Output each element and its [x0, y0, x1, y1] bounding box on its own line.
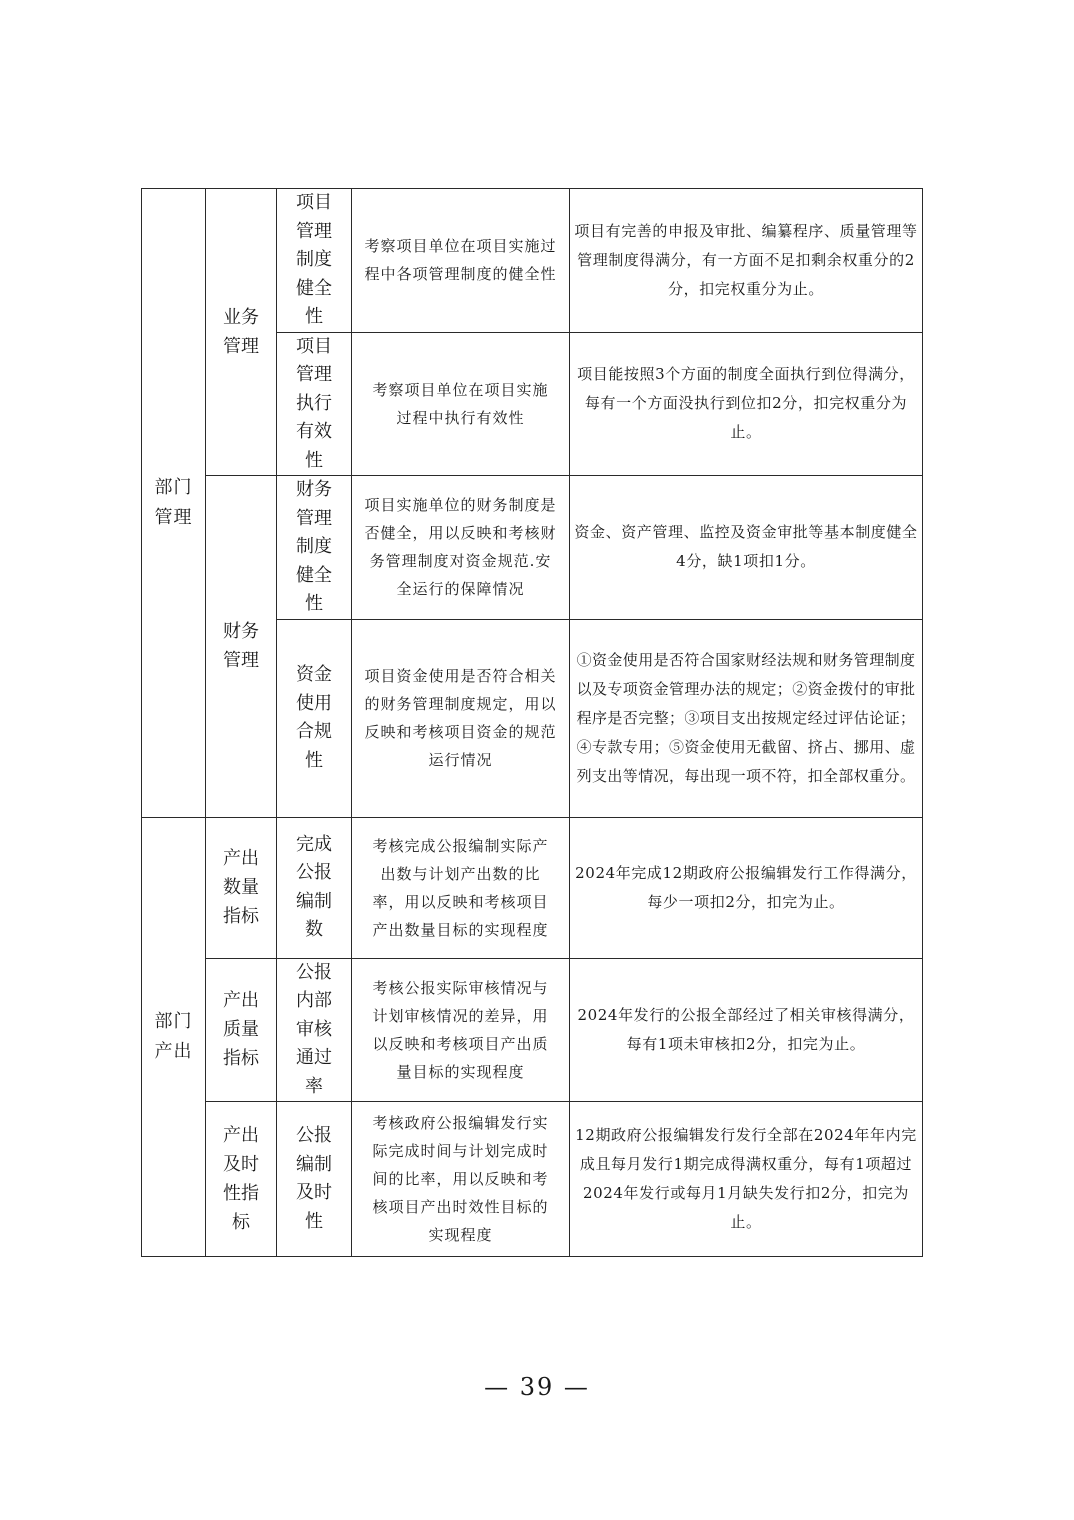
- description-cell: [352, 817, 570, 958]
- scoring-rule-cell: [570, 958, 923, 1102]
- scoring-rule-cell: [570, 1102, 923, 1257]
- description-cell: [352, 619, 570, 817]
- description-text: 考核政府公报编辑发行实际完成时间与计划完成时间的比率，用以反映和考核项目产出时效性目标的实现程度: [372, 1114, 549, 1244]
- subcategory-cell: [206, 958, 277, 1102]
- description-text: 考核完成公报编制实际产出数与计划产出数的比率，用以反映和考核项目产出数量目标的实现程度: [372, 836, 549, 939]
- page-number: — 39 —: [484, 1373, 590, 1401]
- subcategory-label: 业务管理: [222, 307, 259, 357]
- description-text: 项目实施单位的财务制度是否健全，用以反映和考核财务管理制度对资金规范.安全运行的保障情况: [364, 496, 557, 599]
- description-text: 考察项目单位在项目实施过程中执行有效性: [372, 380, 549, 427]
- evaluation-indicator-table: [141, 188, 923, 1257]
- table-row: [142, 476, 923, 620]
- indicator-cell: [277, 619, 352, 817]
- indicator-cell: [277, 476, 352, 620]
- table-row: [142, 958, 923, 1102]
- scoring-rule-cell: [570, 189, 923, 333]
- indicator-cell: [277, 332, 352, 476]
- description-text: 考察项目单位在项目实施过程中各项管理制度的健全性: [364, 237, 557, 284]
- table-row: [142, 189, 923, 333]
- category-label: 部门管理: [154, 476, 193, 528]
- table-row: [142, 817, 923, 958]
- indicator-cell: [277, 189, 352, 333]
- scoring-rule-text: 12期政府公报编辑发行发行全部在2024年年内完成且每月发行1期完成得满权重分，每有1项超过2024年发行或每月1月缺失发行扣2分，扣完为止。: [575, 1126, 917, 1231]
- description-text: 项目资金使用是否符合相关的财务管理制度规定，用以反映和考核项目资金的规范运行情况: [364, 667, 557, 769]
- indicator-cell: [277, 817, 352, 958]
- scoring-rule-text: 项目有完善的申报及审批、编纂程序、质量管理等管理制度得满分，有一方面不足扣剩余权重分的2分，扣完权重分为止。: [574, 221, 918, 298]
- scoring-rule-cell: [570, 817, 923, 958]
- category-cell: [142, 817, 206, 1257]
- subcategory-cell: [206, 189, 277, 476]
- scoring-rule-text: 2024年完成12期政府公报编辑发行工作得满分，每少一项扣2分，扣完为止。: [575, 863, 917, 911]
- scoring-rule-cell: [570, 476, 923, 620]
- subcategory-label: 产出质量指标: [222, 990, 259, 1070]
- indicator-label: 资金使用合规性: [296, 664, 332, 771]
- scoring-rule-text: 项目能按照3个方面的制度全面执行到位得满分，每有一个方面没执行到位扣2分，扣完权重分为止。: [577, 365, 915, 442]
- category-cell: [142, 189, 206, 818]
- indicator-cell: [277, 1102, 352, 1257]
- indicator-label: 完成公报编制数: [296, 833, 332, 940]
- scoring-rule-cell: [570, 332, 923, 476]
- indicator-label: 项目管理制度健全性: [296, 192, 332, 327]
- subcategory-cell: [206, 817, 277, 958]
- description-cell: [352, 1102, 570, 1257]
- subcategory-cell: [206, 1102, 277, 1257]
- scoring-rule-cell: [570, 619, 923, 817]
- scoring-rule-text: 资金、资产管理、监控及资金审批等基本制度健全4分，缺1项扣1分。: [574, 523, 918, 571]
- scoring-rule-text: 2024年发行的公报全部经过了相关审核得满分，每有1项未审核扣2分，扣完为止。: [577, 1005, 915, 1053]
- subcategory-cell: [206, 476, 277, 818]
- description-cell: [352, 189, 570, 333]
- indicator-cell: [277, 958, 352, 1102]
- description-cell: [352, 958, 570, 1102]
- indicator-label: 财务管理制度健全性: [296, 479, 332, 614]
- scoring-rule-text: ①资金使用是否符合国家财经法规和财务管理制度以及专项资金管理办法的规定；②资金拨付的审批程序是否完整；③项目支出按规定经过评估论证；④专款专用；⑤资金使用无截留、挤占、挪用、虚列支出等情况，每出现一项不符，扣全部权重分。: [576, 650, 916, 785]
- table-row: [142, 1102, 923, 1257]
- indicator-label: 公报内部审核通过率: [296, 961, 332, 1097]
- indicator-label: 公报编制及时性: [296, 1125, 332, 1232]
- description-cell: [352, 332, 570, 476]
- subcategory-label: 产出数量指标: [222, 848, 259, 927]
- indicator-label: 项目管理执行有效性: [296, 335, 332, 471]
- subcategory-label: 产出及时性指标: [222, 1125, 259, 1233]
- subcategory-label: 财务管理: [222, 621, 259, 672]
- description-cell: [352, 476, 570, 620]
- description-text: 考核公报实际审核情况与计划审核情况的差异，用以反映和考核项目产出质量目标的实现程度: [372, 978, 549, 1081]
- category-label: 部门产出: [154, 1010, 193, 1062]
